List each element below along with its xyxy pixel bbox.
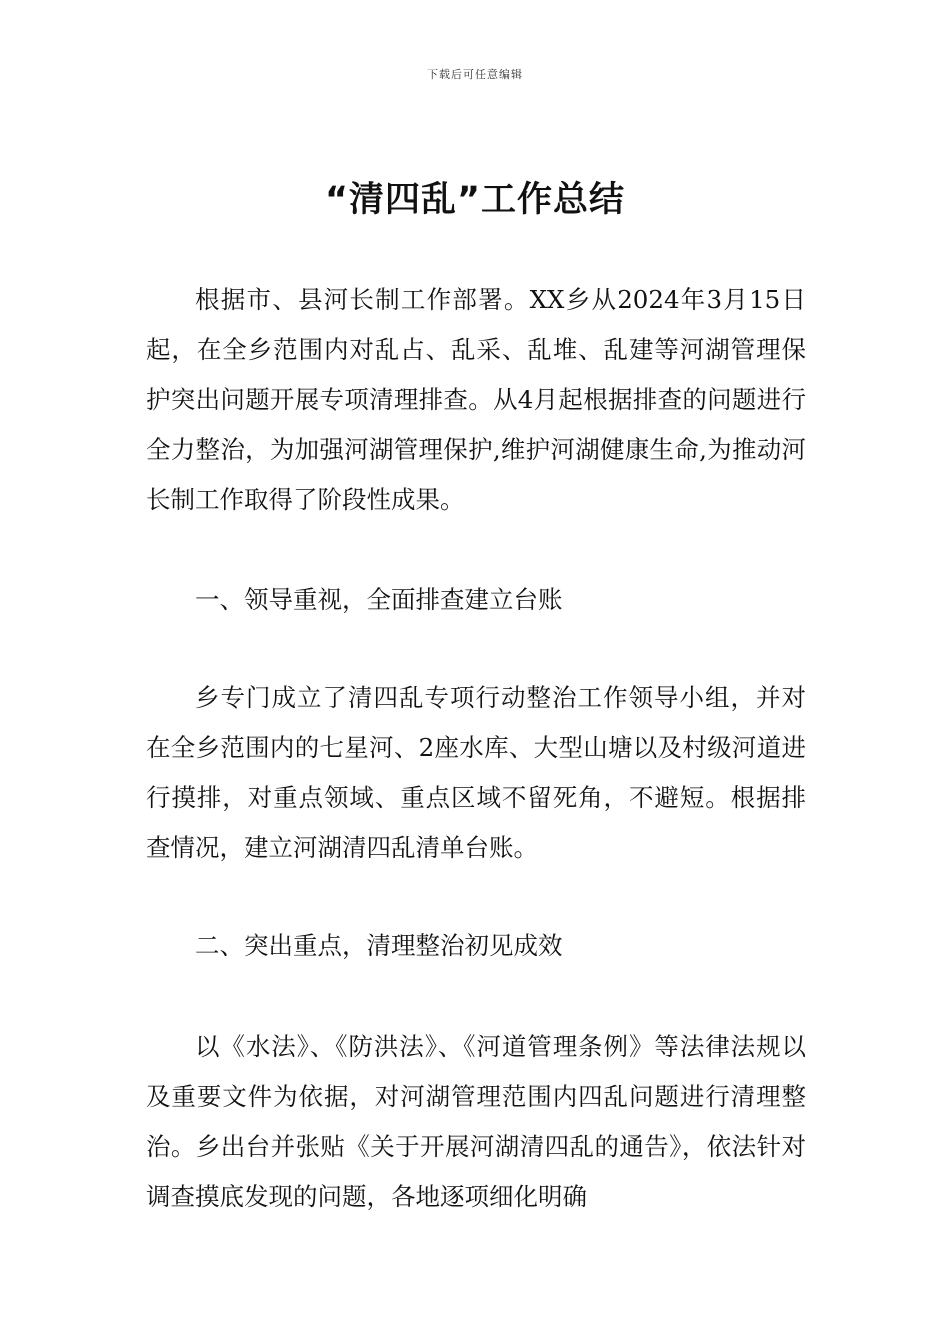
section-heading-text: 一、领导重视，全面排查建立台账	[195, 585, 563, 614]
section-heading-1	[146, 575, 806, 625]
paragraph-text: 乡专门成立了清四乱专项行动整治工作领导小组，并对在全乡范围内的七星河、2座水库、大型山塘以及村级河道进行摸排，对重点领域、重点区域不留死角，不避短。根据排查情况，建立河湖清四乱清单台账。	[146, 683, 806, 862]
paragraph-intro	[146, 275, 806, 525]
section-heading-text: 二、突出重点，清理整治初见成效	[195, 931, 563, 960]
paragraph-text: 以《水法》、《防洪法》、《河道管理条例》等法律法规以及重要文件为依据，对河湖管理范围内四乱问题进行清理整治。乡出台并张贴《关于开展河湖清四乱的通告》，依法针对调查摸底发现的问题，各地逐项细化明确	[146, 1032, 806, 1211]
paragraph-section-2	[146, 1022, 806, 1222]
section-heading-2	[146, 921, 806, 971]
document-title: “清四乱”工作总结	[324, 180, 625, 220]
paragraph-section-1	[146, 673, 806, 873]
header-note: 下载后可任意编辑	[427, 68, 523, 81]
paragraph-text: 根据市、县河长制工作部署。XX乡从2024年3月15日起，在全乡范围内对乱占、乱采、乱堆、乱建等河湖管理保护突出问题开展专项清理排查。从4月起根据排查的问题进行全力整治，为加强河湖管理保护,维护河湖健康生命,为推动河长制工作取得了阶段性成果。	[146, 285, 806, 514]
